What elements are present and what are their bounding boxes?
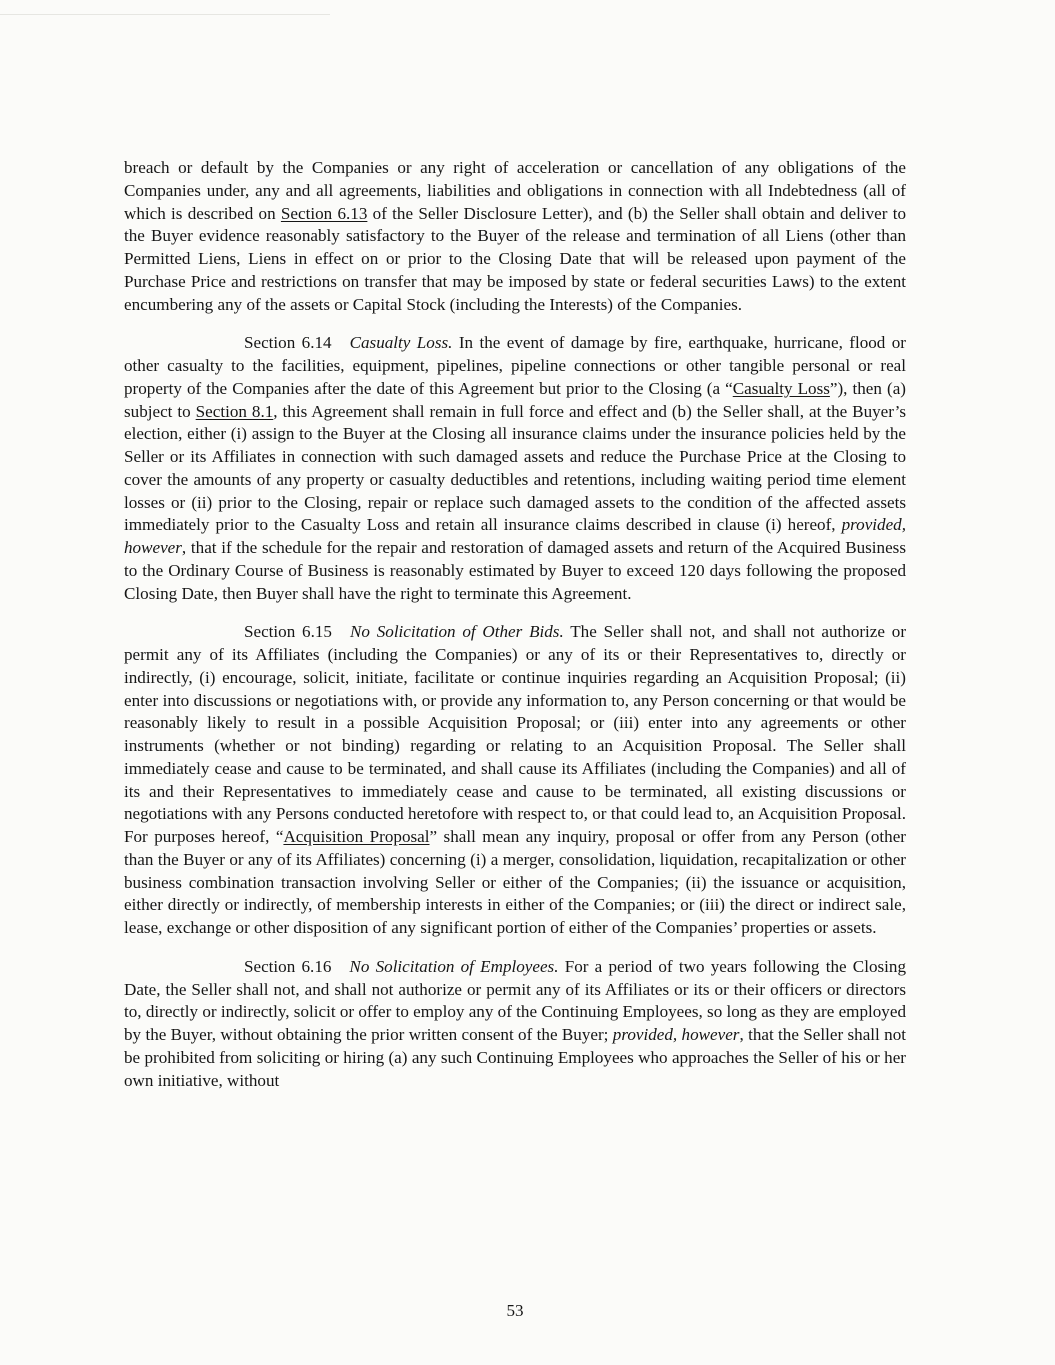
defined-term: Casualty Loss	[732, 378, 830, 398]
section-heading: No Solicitation of Other Bids.	[349, 622, 564, 642]
section-6-15-no-solicitation-bids: Section 6.15 No Solicitation of Other Bids. The Seller shall not, and shall not authorize or permit any of its Affiliates (including the Companies) or any of its or their Representatives to, directly or indirectly, (i) encourage, solicit, initiate, facilitate or continue inquiries regarding an Acquisition Proposal; (ii) enter into discussions or negotiations with, or provide any information to, any Person concerning or that would be reasonably likely to result in a possible Acquisition Proposal; or (iii) enter into any agreements or other instruments (whether or not binding) regarding or relating to an Acquisition Proposal. The Seller shall immediately cease and cause to be terminated, and shall cause its Affiliates (including the Companies) and all of its and their Representatives to immediately cease and cause to be terminated, all existing discussions or negotiations with any Persons conducted heretofore with respect to, or that could lead to, an Acquisition Proposal. For purposes hereof, “Acquisition Proposal” shall mean any inquiry, proposal or offer from any Person (other than the Buyer or any of its Affiliates) concerning (i) a merger, consolidation, liquidation, recapitalization or other business combination transaction involving Seller or either of the Companies; (ii) the issuance or acquisition, either directly or indirectly, of membership interests in either of the Companies; or (iii) the direct or indirect sale, lease, exchange or other disposition of any significant portion of either of the Companies’ properties or assets.	[124, 622, 907, 937]
page-number: 53	[506, 1301, 524, 1320]
defined-term: Acquisition Proposal	[283, 827, 430, 846]
section-reference-link: Section 6.13	[280, 203, 368, 223]
proviso-italic: provided, however	[612, 1025, 740, 1044]
section-6-14-casualty-loss: Section 6.14 Casualty Loss. In the event of damage by fire, earthquake, hurricane, flood or other casualty to the facilities, equipment, pipelines, pipeline connections or other tangible personal or real property of the Companies after the date of this Agreement but prior to the Closing (a “Casualty Loss”), then (a) subject to Section 8.1, this Agreement shall remain in full force and effect and (b) the Seller shall, at the Buyer’s election, either (i) assign to the Buyer at the Closing all insurance claims under the insurance policies held by the Seller or its Affiliates in connection with such damaged assets and reduce the Purchase Price at the Closing to cover the amounts of any property or casualty deductibles and retentions, including waiting period time element losses or (ii) prior to the Closing, repair or replace such damaged assets to the condition of the affected assets immediately prior to the Casualty Loss and retain all insurance claims described in clause (i) hereof, provided, however, that if the schedule for the repair and restoration of damaged assets and return of the Acquired Business to the Ordinary Course of Business is reasonably estimated by Buyer to exceed 120 days following the proposed Closing Date, then Buyer shall have the right to terminate this Agreement.	[124, 333, 906, 603]
section-reference-link: Section 8.1	[195, 401, 274, 421]
section-number: Section 6.14	[244, 333, 332, 353]
document-page	[124, 157, 906, 1108]
section-heading: Casualty Loss.	[349, 333, 453, 353]
section-6-16-no-solicitation-employees: Section 6.16 No Solicitation of Employees. For a period of two years following the Closing Date, the Seller shall not, and shall not authorize or permit any of its Affiliates or its or their officers or directors to, directly or indirectly, solicit or offer to employ any of the Continuing Employees, so long as they are employed by the Buyer, without obtaining the prior written consent of the Buyer; provided, however, that the Seller shall not be prohibited from soliciting or hiring (a) any such Continuing Employees who approaches the Seller of his or her own initiative, without	[124, 956, 906, 1090]
scan-edge-line	[0, 14, 330, 15]
section-number: Section 6.16	[244, 956, 332, 976]
paragraph-continuation: breach or default by the Companies or any right of acceleration or cancellation of any obligations of the Companies under, any and all agreements, liabilities and obligations in connection with all Indebtedness (all of which is described on Section 6.13 of the Seller Disclosure Letter), and (b) the Seller shall obtain and deliver to the Buyer evidence reasonably satisfactory to the Buyer of the release and termination of all Liens (other than Permitted Liens, Liens in effect on or prior to the Closing Date that will be released upon payment of the Purchase Price and restrictions on transfer that may be imposed by state or federal securities Laws) to the extent encumbering any of the assets or Capital Stock (including the Interests) of the Companies.	[124, 158, 907, 314]
section-heading: No Solicitation of Employees.	[349, 956, 559, 976]
proviso-italic: provided, however	[124, 515, 906, 557]
section-number: Section 6.15	[244, 622, 332, 642]
